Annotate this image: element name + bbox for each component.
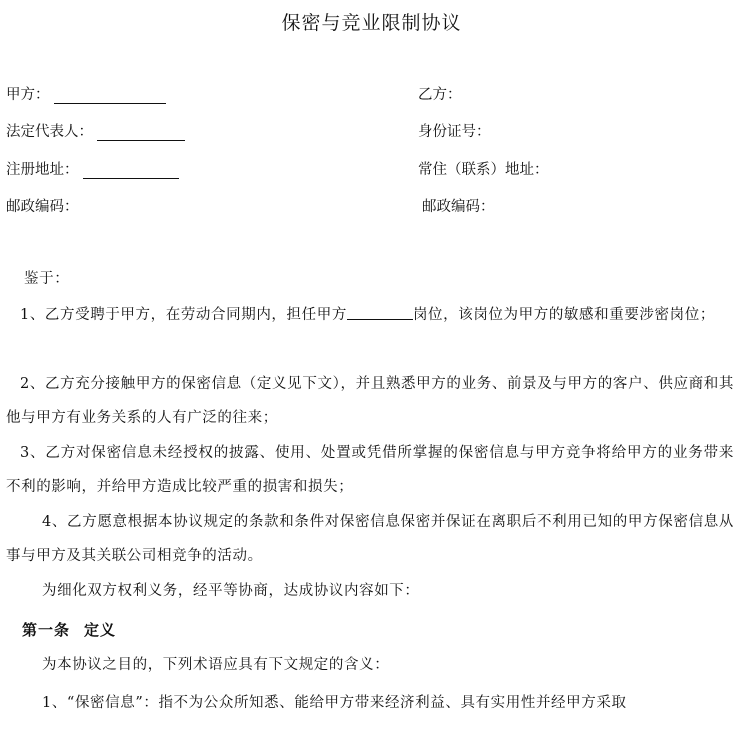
party-a-field bbox=[6, 83, 166, 104]
postcode-a-label: 邮政编码： bbox=[6, 199, 79, 215]
id-number-label: 身份证号： bbox=[418, 124, 491, 140]
agreement-statement: 为细化双方权利义务，经平等协商，达成协议内容如下： bbox=[42, 583, 420, 599]
article-1-heading bbox=[22, 619, 116, 640]
postcode-b-field bbox=[422, 195, 495, 216]
article-1-number: 第一条 bbox=[22, 621, 71, 639]
whereas-item-4: 4、乙方愿意根据本协议规定的条款和条件对保密信息保密并保证在离职后不利用已知的甲方保密信息从事与甲方及其关联公司相竞争的活动。 bbox=[6, 514, 734, 564]
document-title: 保密与竞业限制协议 bbox=[281, 12, 462, 34]
whereas-item-3: 3、乙方对保密信息未经授权的披露、使用、处置或凭借所掌握的保密信息与甲方竞争将给甲方的业务带来不利的影响，并给甲方造成比较严重的损害和损失； bbox=[6, 445, 734, 495]
article-1-name: 定义 bbox=[84, 621, 117, 639]
party-b-field bbox=[418, 83, 462, 104]
registered-address-blank[interactable] bbox=[83, 164, 179, 179]
residence-address-field bbox=[418, 158, 549, 179]
legal-rep-field bbox=[6, 120, 185, 141]
article-1-intro: 为本协议之目的，下列术语应具有下文规定的含义： bbox=[42, 657, 390, 673]
legal-rep-blank[interactable] bbox=[97, 126, 185, 141]
party-a-blank[interactable] bbox=[54, 89, 166, 104]
whereas-heading: 鉴于： bbox=[24, 271, 70, 287]
registered-address-field bbox=[6, 158, 179, 179]
whereas-item-2: 2、乙方充分接触甲方的保密信息（定义见下文），并且熟悉甲方的业务、前景及与甲方的客户、供应商和其他与甲方有业务关系的人有广泛的往来； bbox=[6, 376, 734, 426]
party-b-label: 乙方： bbox=[418, 87, 462, 103]
whereas-item-1-post: 岗位，该岗位为甲方的敏感和重要涉密岗位； bbox=[412, 307, 715, 323]
whereas-item-1-pre: 1、乙方受聘于甲方，在劳动合同期内，担任甲方 bbox=[20, 307, 347, 323]
whereas-item-1 bbox=[6, 298, 734, 332]
postcode-b-label: 邮政编码： bbox=[422, 199, 495, 215]
position-blank[interactable] bbox=[347, 305, 413, 320]
legal-rep-label: 法定代表人： bbox=[6, 124, 93, 140]
residence-address-label: 常住（联系）地址： bbox=[418, 162, 549, 178]
id-number-field bbox=[418, 120, 491, 141]
party-a-label: 甲方： bbox=[6, 87, 50, 103]
postcode-a-field bbox=[6, 195, 79, 216]
article-1-item-1: 1、“保密信息”：指不为公众所知悉、能给甲方带来经济利益、具有实用性并经甲方采取 bbox=[42, 695, 627, 711]
registered-address-label: 注册地址： bbox=[6, 162, 79, 178]
